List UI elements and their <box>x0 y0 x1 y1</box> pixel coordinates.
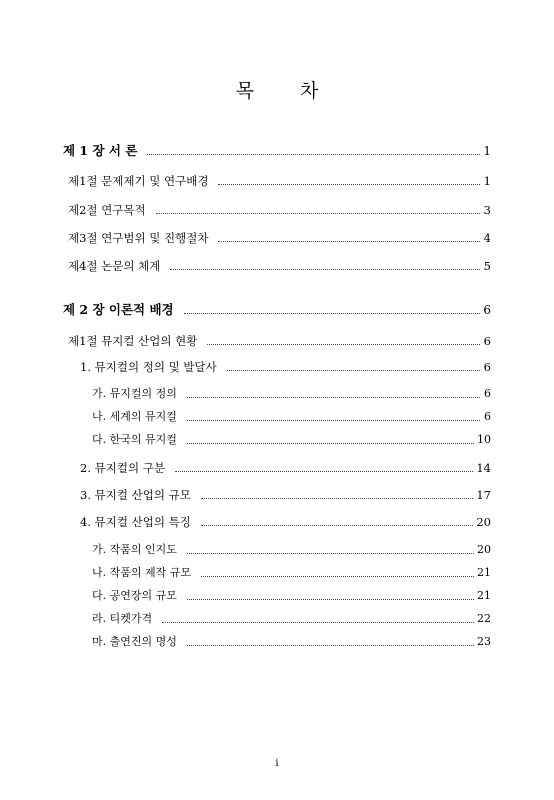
toc-label: 제3절 연구범위 및 진행절차 <box>68 231 209 245</box>
toc-label: 제1절 문제제기 및 연구배경 <box>68 174 209 188</box>
toc-label: 제2절 연구목적 <box>68 203 146 217</box>
toc-label: 3. 뮤지컬 산업의 규모 <box>80 488 191 502</box>
toc-page-number: 20 <box>476 515 491 529</box>
dot-leader <box>187 553 474 554</box>
dot-leader <box>201 576 474 577</box>
dot-leader <box>187 599 474 600</box>
toc-page-number: 10 <box>477 433 491 446</box>
toc-page-number: 6 <box>483 360 491 374</box>
toc-label: 라. 티켓가격 <box>92 612 153 625</box>
toc-label: 제 2 장 이론적 배경 <box>63 302 174 317</box>
toc-label: 나. 세계의 뮤지컬 <box>92 410 177 423</box>
toc-entry-item-ga-1[interactable] <box>92 385 491 403</box>
toc-entry-item-ra[interactable] <box>92 610 491 628</box>
dot-leader <box>187 645 474 646</box>
dot-leader <box>184 313 480 314</box>
toc-page-number: 1 <box>483 144 491 158</box>
footer-page-number: i <box>275 758 279 769</box>
toc-entry-item-da-1[interactable] <box>92 431 491 449</box>
toc-label: 가. 뮤지컬의 정의 <box>92 387 177 400</box>
toc-entry-item-na-1[interactable] <box>92 408 491 426</box>
toc-entry-subsection-4[interactable] <box>80 513 491 531</box>
dot-leader <box>218 184 480 185</box>
toc-page-number: 6 <box>484 410 491 423</box>
dot-leader <box>162 622 474 623</box>
toc-entry-item-da-2[interactable] <box>92 587 491 605</box>
toc-page-number: 17 <box>476 488 491 502</box>
toc-entry-subsection-1[interactable] <box>80 358 491 376</box>
toc-page-number: 21 <box>477 589 491 602</box>
toc-entry-chapter-1[interactable] <box>63 142 491 160</box>
dot-leader <box>201 525 474 526</box>
toc-page-number: 3 <box>483 203 491 217</box>
toc-page-number: 21 <box>477 566 491 579</box>
dot-leader <box>207 344 480 345</box>
toc-page-number: 23 <box>477 635 491 648</box>
toc-label: 2. 뮤지컬의 구분 <box>80 461 165 475</box>
toc-entry-section-2-1[interactable] <box>68 332 491 350</box>
toc-page-number: 22 <box>477 612 491 625</box>
toc-entry-subsection-3[interactable] <box>80 486 491 504</box>
dot-leader <box>201 498 474 499</box>
toc-entry-subsection-2[interactable] <box>80 459 491 477</box>
toc-label: 가. 작품의 인지도 <box>92 543 177 556</box>
toc-label: 제 1 장 서 론 <box>63 143 138 158</box>
dot-leader <box>147 154 480 155</box>
toc-entry-item-ma[interactable] <box>92 633 491 651</box>
toc-page-number: 14 <box>476 461 491 475</box>
toc-entry-item-na-2[interactable] <box>92 564 491 582</box>
toc-entry-item-ga-2[interactable] <box>92 541 491 559</box>
toc-page-number: 4 <box>483 231 491 245</box>
dot-leader <box>187 397 480 398</box>
dot-leader <box>170 269 480 270</box>
toc-page-number: 5 <box>483 259 491 273</box>
toc-entry-section-1-4[interactable] <box>68 257 491 275</box>
toc-label: 다. 한국의 뮤지컬 <box>92 433 177 446</box>
dot-leader <box>156 213 480 214</box>
dot-leader <box>187 443 474 444</box>
toc-label: 제4절 논문의 체계 <box>68 259 161 273</box>
toc-label: 다. 공연장의 규모 <box>92 589 177 602</box>
dot-leader <box>187 420 480 421</box>
toc-page-number: 20 <box>477 543 491 556</box>
toc-page-number: 6 <box>484 387 491 400</box>
toc-entry-section-1-2[interactable] <box>68 201 491 219</box>
toc-page-number: 6 <box>483 334 491 348</box>
dot-leader <box>175 471 473 472</box>
toc-entry-chapter-2[interactable] <box>63 301 491 319</box>
toc-label: 1. 뮤지컬의 정의 및 발달사 <box>80 360 217 374</box>
toc-page-number: 6 <box>483 303 491 317</box>
toc-entry-section-1-3[interactable] <box>68 229 491 247</box>
page-title: 목 차 <box>235 80 339 102</box>
dot-leader <box>227 370 480 371</box>
toc-label: 4. 뮤지컬 산업의 특징 <box>80 515 191 529</box>
toc-entry-section-1-1[interactable] <box>68 172 491 190</box>
toc-label: 제1절 뮤지컬 산업의 현황 <box>68 334 198 348</box>
toc-page-number: 1 <box>483 174 491 188</box>
dot-leader <box>218 241 480 242</box>
toc-label: 마. 출연진의 명성 <box>92 635 177 648</box>
toc-label: 나. 작품의 제작 규모 <box>92 566 191 579</box>
